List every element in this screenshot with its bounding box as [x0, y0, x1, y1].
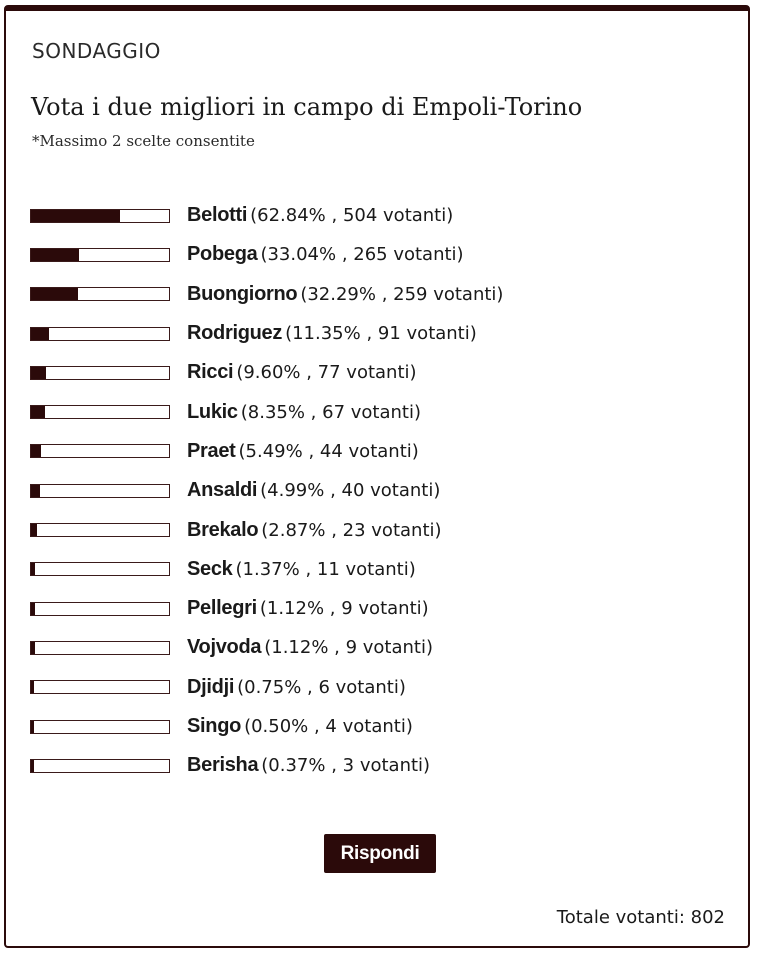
result-bar-fill — [31, 524, 37, 536]
result-bar-fill — [31, 681, 34, 693]
poll-kicker: SONDAGGIO — [32, 39, 161, 63]
result-bar-fill — [31, 485, 40, 497]
option-stats: (0.50% , 4 votanti) — [244, 716, 413, 737]
option-stats: (62.84% , 504 votanti) — [250, 205, 454, 227]
option-name: Praet — [187, 439, 236, 462]
option-stats: (9.60% , 77 votanti) — [236, 362, 417, 384]
option-name: Djidji — [187, 675, 235, 698]
poll-option[interactable] — [30, 275, 730, 314]
option-stats: (5.49% , 44 votanti) — [238, 440, 419, 462]
result-bar — [30, 209, 170, 223]
result-bar — [30, 562, 170, 576]
option-name: Berisha — [187, 754, 259, 777]
result-bar — [30, 641, 170, 655]
option-stats: (1.12% , 9 votanti) — [259, 598, 429, 620]
option-stats: (33.04% , 265 votanti) — [260, 244, 464, 266]
poll-question: Vota i due migliori in campo di Empoli-Torino — [31, 93, 583, 121]
option-name: Ricci — [187, 361, 234, 384]
result-bar — [30, 523, 170, 537]
poll-option[interactable] — [30, 550, 730, 589]
option-stats: (1.12% , 9 votanti) — [264, 637, 434, 659]
option-name: Singo — [187, 715, 242, 737]
option-name: Pobega — [187, 243, 258, 266]
poll-option[interactable] — [30, 353, 730, 392]
option-name: Seck — [187, 557, 233, 580]
result-bar-fill — [31, 563, 35, 575]
poll-option[interactable] — [30, 628, 730, 667]
submit-button[interactable]: Rispondi — [324, 834, 436, 873]
poll-option[interactable] — [30, 510, 730, 549]
poll-option[interactable] — [30, 471, 730, 510]
result-bar — [30, 287, 170, 301]
option-stats: (0.75% , 6 votanti) — [237, 676, 406, 698]
result-bar-fill — [31, 210, 120, 222]
poll-options-list — [30, 196, 730, 785]
poll-option[interactable] — [30, 235, 730, 274]
result-bar — [30, 444, 170, 458]
poll-option[interactable] — [30, 746, 730, 785]
result-bar-fill — [31, 406, 45, 418]
poll-option[interactable] — [30, 432, 730, 471]
result-bar — [30, 484, 170, 498]
option-name: Belotti — [187, 204, 248, 227]
poll-option[interactable] — [30, 392, 730, 431]
option-stats: (11.35% , 91 votanti) — [285, 323, 477, 345]
option-name: Lukic — [187, 400, 238, 423]
option-stats: (0.37% , 3 votanti) — [261, 755, 431, 777]
poll-option[interactable] — [30, 314, 730, 353]
poll-option[interactable] — [30, 707, 730, 746]
result-bar-fill — [31, 642, 35, 654]
option-stats: (4.99% , 40 votanti) — [260, 480, 441, 502]
result-bar-fill — [31, 721, 34, 733]
option-stats: (32.29% , 259 votanti) — [300, 283, 504, 305]
result-bar-fill — [31, 603, 35, 615]
option-stats: (1.37% , 11 votanti) — [235, 558, 416, 580]
option-name: Rodriguez — [187, 322, 283, 345]
result-bar — [30, 602, 170, 616]
option-name: Ansaldi — [187, 479, 258, 502]
poll-option[interactable] — [30, 589, 730, 628]
result-bar — [30, 680, 170, 694]
option-name: Buongiorno — [187, 282, 298, 305]
poll-option[interactable] — [30, 196, 730, 235]
result-bar-fill — [31, 288, 78, 300]
result-bar — [30, 759, 170, 773]
result-bar-fill — [31, 445, 41, 457]
result-bar — [30, 405, 170, 419]
result-bar-fill — [31, 328, 49, 340]
option-stats: (2.87% , 23 votanti) — [261, 519, 442, 541]
result-bar-fill — [31, 249, 79, 261]
result-bar — [30, 366, 170, 380]
result-bar-fill — [31, 760, 34, 772]
option-name: Pellegri — [187, 597, 257, 620]
total-votes: Totale votanti: 802 — [556, 907, 725, 928]
option-name: Brekalo — [187, 518, 259, 541]
poll-note: *Massimo 2 scelte consentite — [32, 132, 255, 150]
option-name: Vojvoda — [187, 636, 262, 659]
result-bar — [30, 248, 170, 262]
option-stats: (8.35% , 67 votanti) — [240, 401, 421, 423]
result-bar — [30, 720, 170, 734]
result-bar-fill — [31, 367, 46, 379]
poll-card — [4, 5, 750, 948]
result-bar — [30, 327, 170, 341]
poll-option[interactable] — [30, 668, 730, 707]
